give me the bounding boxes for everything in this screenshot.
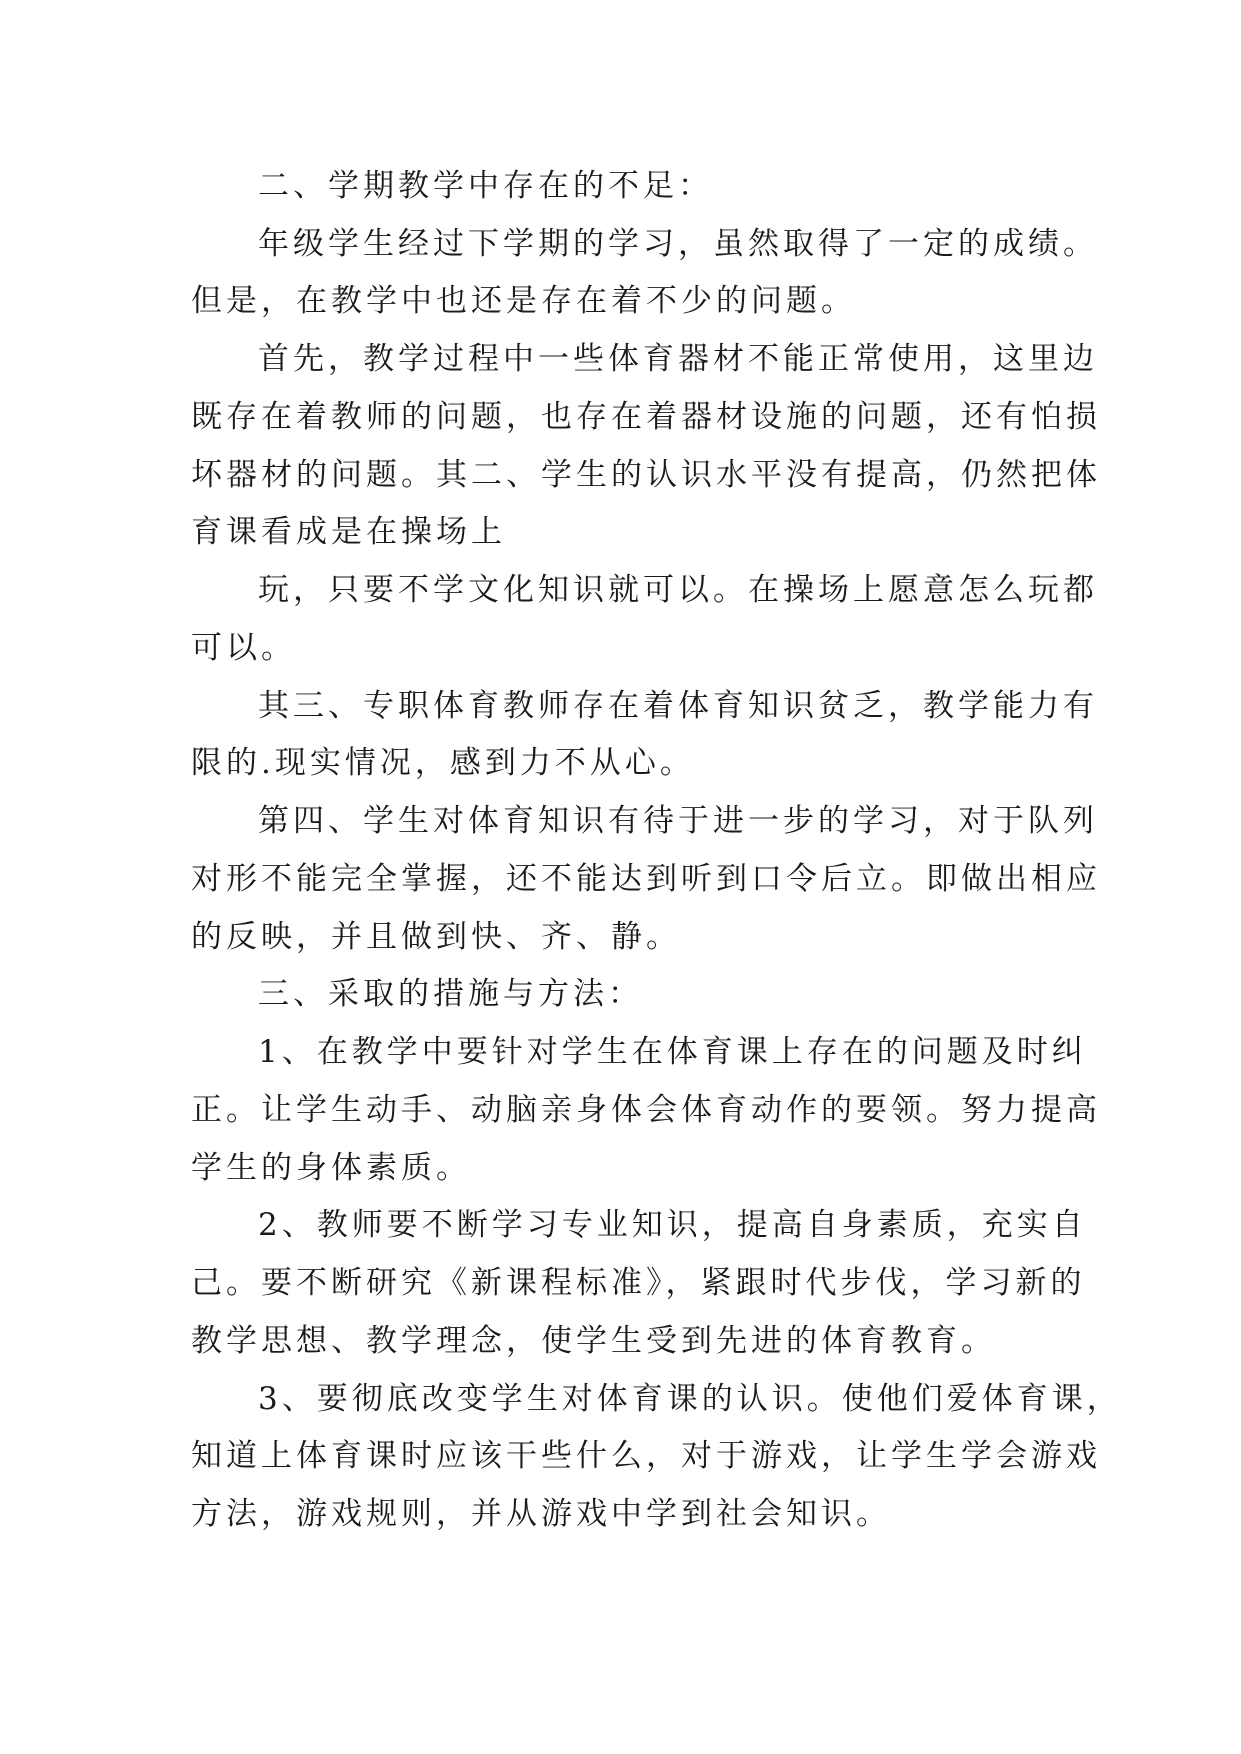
paragraph-line: 坏器材的问题。其二、学生的认识水平没有提高，仍然把体 bbox=[191, 457, 1101, 493]
paragraph-line: 3、要彻底改变学生对体育课的认识。使他们爱体育课， bbox=[258, 1381, 1122, 1417]
paragraph-line: 对形不能完全掌握，还不能达到听到口令后立。即做出相应 bbox=[191, 861, 1101, 897]
paragraph-line: 2、教师要不断学习专业知识，提高自身素质，充实自 bbox=[258, 1207, 1087, 1243]
paragraph-line: 首先，教学过程中一些体育器材不能正常使用，这里边 bbox=[258, 341, 1098, 377]
paragraph-line: 己。要不断研究《新课程标准》，紧跟时代步伐，学习新的 bbox=[191, 1265, 1086, 1301]
paragraph-line: 其三、专职体育教师存在着体育知识贫乏，教学能力有 bbox=[258, 688, 1098, 724]
paragraph-line: 玩，只要不学文化知识就可以。在操场上愿意怎么玩都 bbox=[258, 572, 1098, 608]
paragraph-line: 的反映，并且做到快、齐、静。 bbox=[191, 919, 681, 955]
paragraph-line: 年级学生经过下学期的学习，虽然取得了一定的成绩。 bbox=[258, 226, 1098, 262]
paragraph-line: 但是，在教学中也还是存在着不少的问题。 bbox=[191, 283, 856, 319]
paragraph-line: 第四、学生对体育知识有待于进一步的学习，对于队列 bbox=[258, 803, 1098, 839]
paragraph-line: 知道上体育课时应该干些什么，对于游戏，让学生学会游戏 bbox=[191, 1438, 1101, 1474]
paragraph-line: 教学思想、教学理念，使学生受到先进的体育教育。 bbox=[191, 1323, 996, 1359]
paragraph-line: 可以。 bbox=[191, 630, 296, 666]
paragraph-line: 1、在教学中要针对学生在体育课上存在的问题及时纠 bbox=[258, 1034, 1087, 1070]
paragraph-line: 学生的身体素质。 bbox=[191, 1150, 471, 1186]
paragraph-line: 方法，游戏规则，并从游戏中学到社会知识。 bbox=[191, 1496, 891, 1532]
paragraph-line: 限的.现实情况，感到力不从心。 bbox=[191, 745, 695, 781]
paragraph-line: 正。让学生动手、动脑亲身体会体育动作的要领。努力提高 bbox=[191, 1092, 1101, 1128]
paragraph-line: 既存在着教师的问题，也存在着器材设施的问题，还有怕损 bbox=[191, 399, 1101, 435]
section-heading-3: 三、采取的措施与方法： bbox=[258, 976, 643, 1012]
section-heading-2: 二、学期教学中存在的不足： bbox=[258, 168, 713, 204]
paragraph-line: 育课看成是在操场上 bbox=[191, 514, 506, 550]
